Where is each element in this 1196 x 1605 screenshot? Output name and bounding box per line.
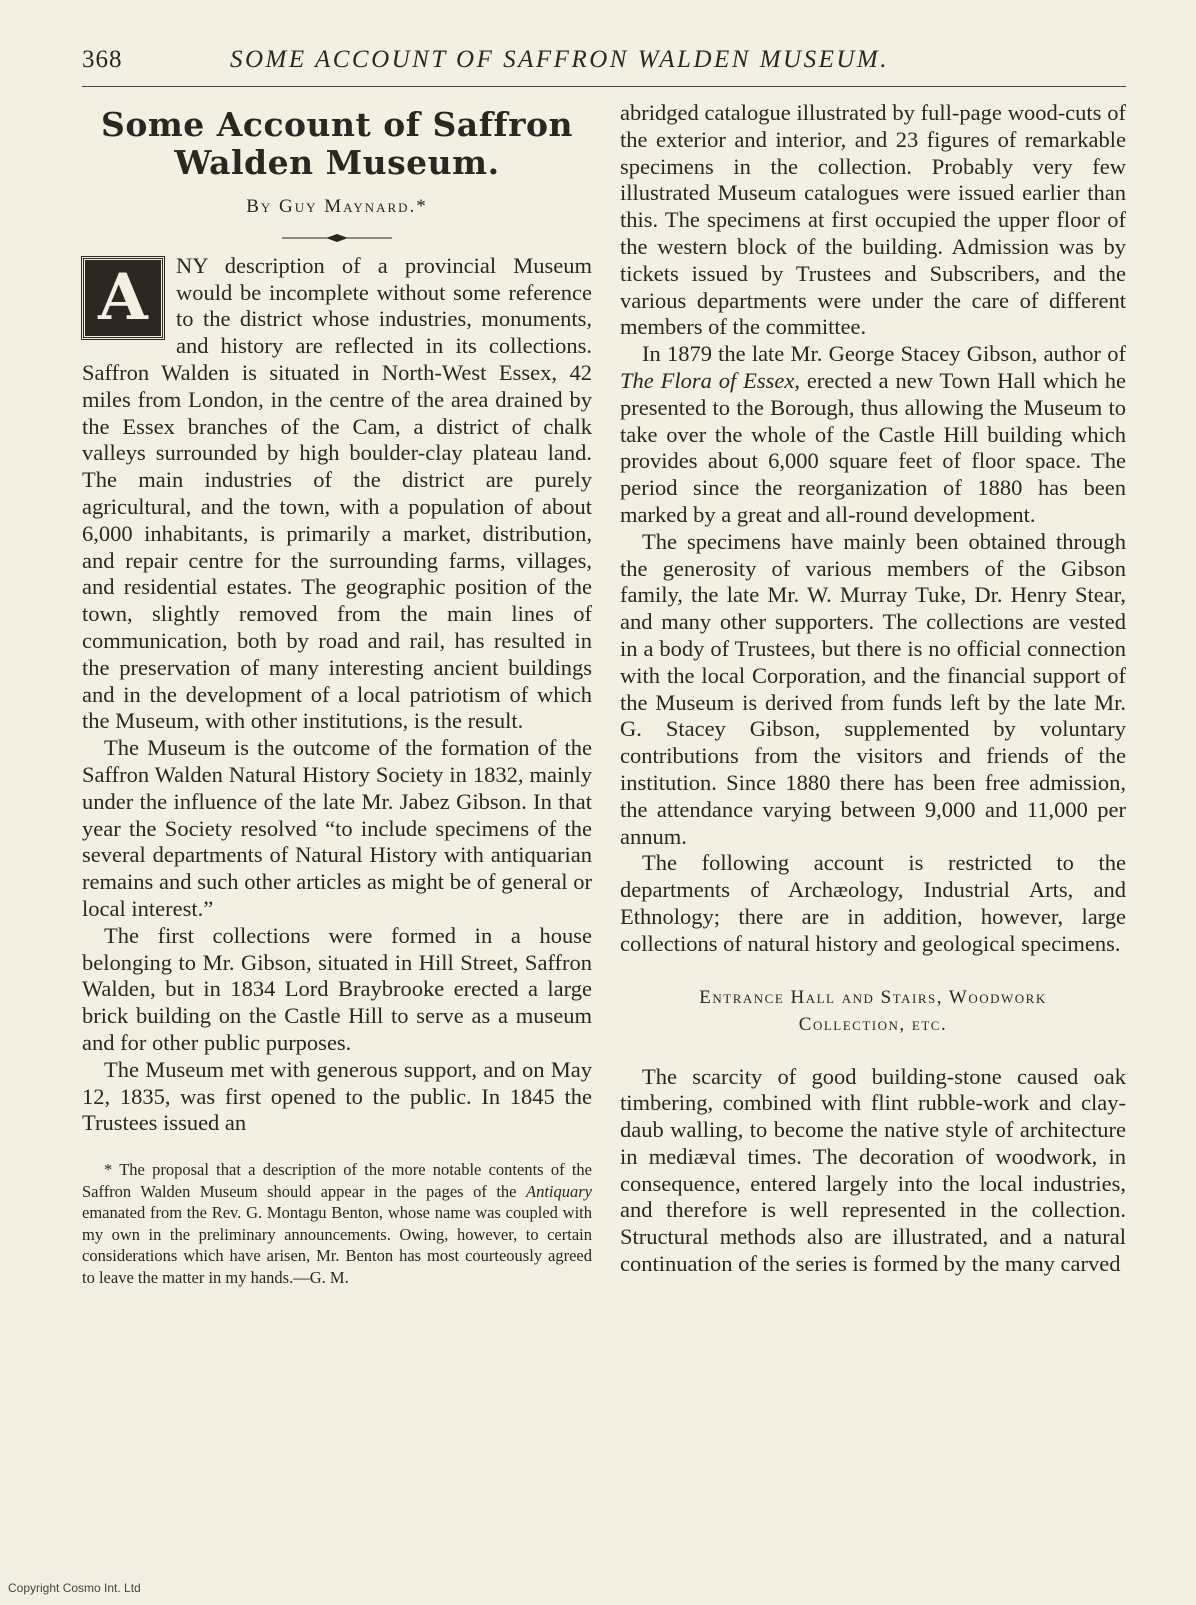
paragraph-3: The first collections were formed in a house belonging to Mr. Gibson, situated in Hill Street, Saffron Walden, but in 1834 Lord Braybrooke erected a large brick building on the Castle Hill to serve as a museum and for other public purposes.	[82, 922, 592, 1055]
drop-cap: A	[82, 257, 164, 339]
footnote	[82, 1159, 592, 1288]
right-column	[620, 100, 1126, 1278]
paragraph-2: The Museum is the outcome of the formation of the Saffron Walden Natural History Society in 1832, mainly under the influence of the late Mr. Jabez Gibson. In that year the Society resolved “to include specimens of the several departments of Natural History with antiquarian remains and such other articles as might be of general or local interest.”	[82, 735, 592, 921]
left-column	[82, 100, 592, 1288]
paragraph-5: abridged catalogue illustrated by full-page wood-cuts of the exterior and interior, and 23 figures of remarkable specimens in the collection. Probably very few illustrated Museum catalogues were issued earlier than this. The specimens at first occupied the upper floor of the western block of the building. Admission was by tickets issued by Trustees and Subscribers, and the various departments were under the care of different members of the committee.	[620, 100, 1126, 340]
ornament-divider-icon	[282, 233, 392, 243]
section-heading-line-1: Entrance Hall and Stairs, Woodwork	[699, 986, 1047, 1008]
paragraph-6-text-2: erected a new Town Hall which he presented to the Borough, thus allowing the Museum to take over the whole of the Castle Hill building which provides about 6,000 square feet of floor space. The period since the reorganization of 1880 has been marked by a great and all-round development.	[620, 367, 1126, 527]
article-title-line-1: Some Account of Saffron	[101, 105, 573, 144]
paragraph-6-italic: The Flora of Essex,	[620, 367, 800, 393]
article-title	[82, 106, 592, 182]
byline: By Guy Maynard.*	[246, 196, 428, 217]
footnote-italic: Antiquary	[526, 1181, 592, 1201]
section-heading	[620, 984, 1126, 1038]
paragraph-6-text-1: In 1879 the late Mr. George Stacey Gibson, author of	[642, 341, 1126, 367]
footnote-text-1: * The proposal that a description of the more notable contents of the Saffron Walden Museum should appear in the pages of the	[82, 1160, 592, 1201]
copyright-watermark: Copyright Cosmo Int. Ltd	[8, 1581, 141, 1595]
paragraph-1-text: NY description of a provincial Museum would be incomplete without some reference to the district whose industries, monuments, and history are reflected in its collections. Saffron Walden is situated in North-West Essex, 42 miles from London, in the centre of the area drained by the Essex branches of the Cam, a district of chalk valleys surrounded by high boulder-clay plateau land. The main industries of the district are purely agricultural, and the town, with a population of about 6,000 inhabitants, is primarily a market, distribution, and repair centre for the surrounding farms, villages, and residential estates. The geographic position of the town, slightly removed from the main lines of communication, both by road and rail, has resulted in the preservation of many interesting ancient buildings and in the development of a local patriotism of which the Museum, with other institutions, is the result.	[82, 252, 592, 734]
paragraph-9: The scarcity of good building-stone caused oak timbering, combined with flint rubble-work and clay-daub walling, to become the native style of architecture in mediæval times. The decoration of woodwork, in consequence, entered largely into the local industries, and therefore is well represented in the collection. Structural methods also are illustrated, and a natural continuation of the series is formed by the many carved	[620, 1063, 1126, 1277]
paragraph-6	[620, 341, 1126, 529]
paragraph-1	[82, 253, 592, 735]
page-number: 368	[82, 46, 123, 73]
header-rule	[82, 86, 1126, 87]
article-title-line-2: Walden Museum.	[174, 143, 500, 182]
footnote-text-2: emanated from the Rev. G. Montagu Benton, whose name was coupled with my own in the preliminary announcements. Owing, however, to certain considerations which have arisen, Mr. Benton has most courteously agreed to leave the matter in my hands.—G. M.	[82, 1203, 592, 1287]
paragraph-4: The Museum met with generous support, and on May 12, 1835, was first opened to the public. In 1845 the Trustees issued an	[82, 1056, 592, 1136]
paragraph-7: The specimens have mainly been obtained through the generosity of various members of the Gibson family, the late Mr. W. Murray Tuke, Dr. Henry Stear, and many other supporters. The collections are vested in a body of Trustees, but there is no official connection with the local Corporation, and the financial support of the Museum is derived from funds left by the late Mr. G. Stacey Gibson, supplemented by voluntary contributions from the visitors and friends of the institution. Since 1880 there has been free admission, the attendance varying between 9,000 and 11,000 per annum.	[620, 528, 1126, 849]
section-heading-line-2: Collection, etc.	[798, 1013, 948, 1035]
running-head: SOME ACCOUNT OF SAFFRON WALDEN MUSEUM.	[230, 46, 889, 73]
paragraph-8: The following account is restricted to the departments of Archæology, Industrial Arts, and Ethnology; there are in addition, however, large collections of natural history and geological specimens.	[620, 850, 1126, 956]
